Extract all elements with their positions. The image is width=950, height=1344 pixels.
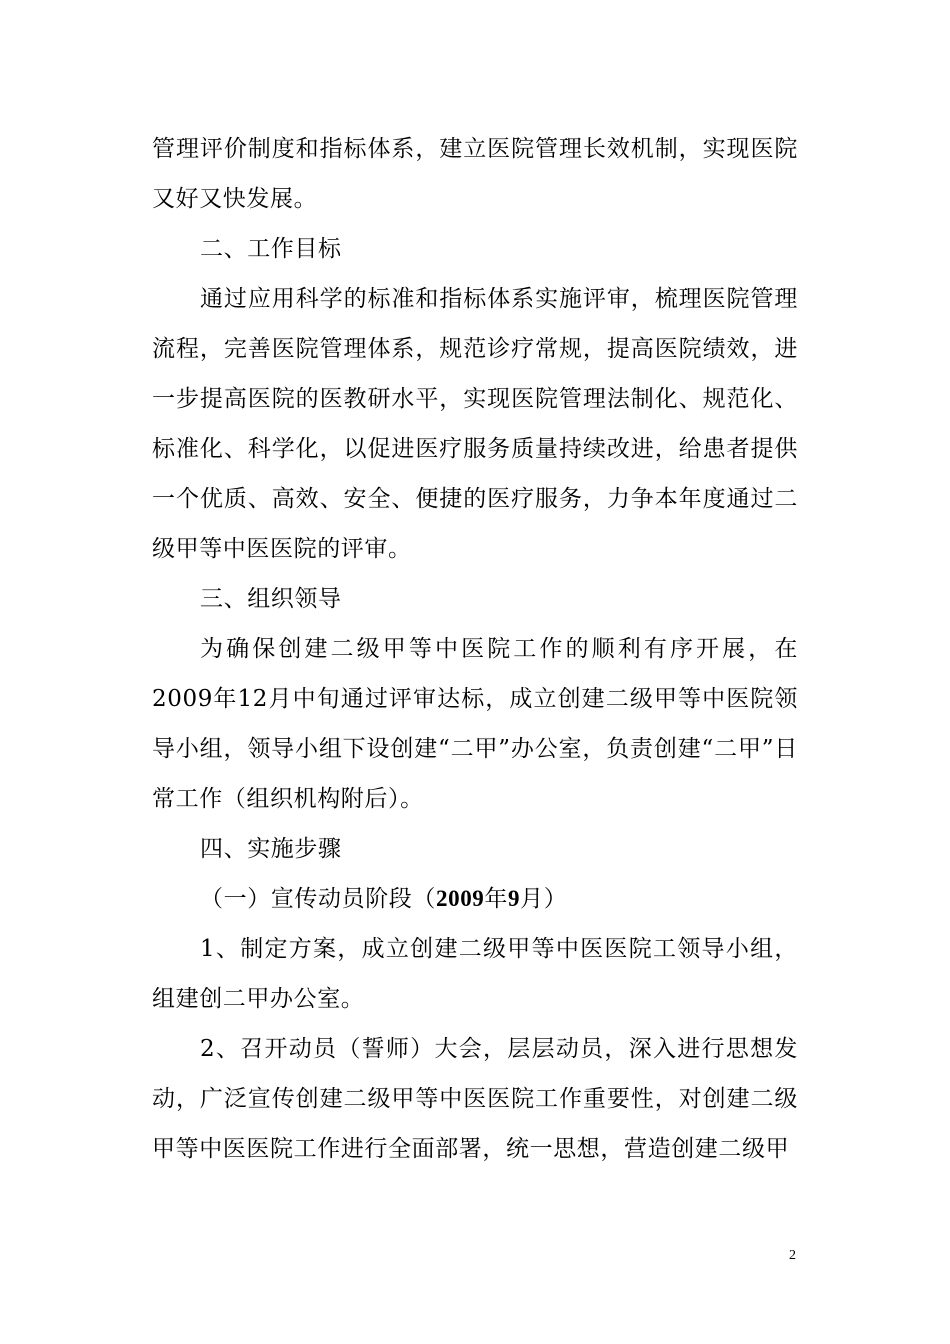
document-body (152, 124, 798, 1174)
subheading-mobilization-phase (152, 874, 798, 924)
subheading-year-suffix: 年 (484, 886, 509, 912)
subheading-month-suffix: 月） (520, 886, 568, 912)
section-heading-steps: 四、实施步骤 (200, 836, 342, 862)
page-number: 2 (789, 1248, 796, 1263)
subheading-month: 9 (508, 886, 521, 911)
paragraph-organization: 为确保创建二级甲等中医院工作的顺利有序开展，在2009年12月中旬通过评审达标，成立创建二级甲等中医院领导小组，领导小组下设创建“二甲”办公室，负责创建“二甲”日常工作（组织机构附后）。 (152, 636, 798, 812)
paragraph-work-goals: 通过应用科学的标准和指标体系实施评审，梳理医院管理流程，完善医院管理体系，规范诊疗常规，提高医院绩效，进一步提高医院的医教研水平，实现医院管理法制化、规范化、标准化、科学化，以促进医疗服务质量持续改进，给患者提供一个优质、高效、安全、便捷的医疗服务，力争本年度通过二级甲等中医医院的评审。 (152, 286, 798, 562)
section-heading-work-goals: 二、工作目标 (200, 236, 342, 262)
subheading-prefix: （一）宣传动员阶段（ (200, 886, 436, 912)
subheading-year: 2009 (436, 886, 485, 911)
list-item-1: 1、制定方案，成立创建二级甲等中医医院工领导小组，组建创二甲办公室。 (152, 936, 798, 1012)
list-item-2: 2、召开动员（誓师）大会，层层动员，深入进行思想发动，广泛宣传创建二级甲等中医医院工作重要性，对创建二级甲等中医医院工作进行全面部署，统一思想，营造创建二级甲 (152, 1036, 798, 1162)
paragraph-continuation: 管理评价制度和指标体系，建立医院管理长效机制，实现医院又好又快发展。 (152, 136, 798, 212)
section-heading-organization: 三、组织领导 (200, 586, 342, 612)
